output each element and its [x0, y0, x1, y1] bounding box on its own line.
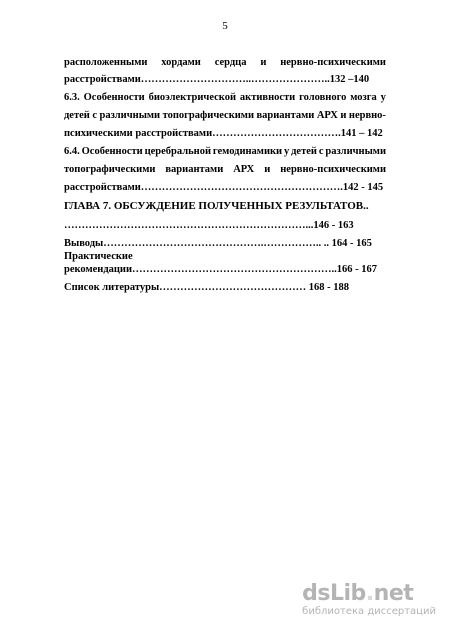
toc-word: головного [299, 92, 347, 103]
toc-word: 6.3. [64, 92, 80, 103]
toc-line: Практические [64, 251, 133, 262]
watermark-subtitle: библиотека диссертаций [302, 606, 436, 617]
toc-line: Выводы……………………………………….…………….. .. 164 - 165 [64, 238, 372, 249]
toc-word: у [380, 92, 386, 103]
toc-word: вариантами [256, 110, 315, 121]
toc-word: с [92, 110, 97, 121]
toc-word: топографическими [64, 164, 156, 175]
watermark [302, 582, 436, 618]
toc-line: рекомендации…………………………………………………..166 - 167 [64, 264, 378, 275]
toc-word: нервно- [348, 110, 386, 121]
chapter-heading: ГЛАВА 7. ОБСУЖДЕНИЕ ПОЛУЧЕННЫХ РЕЗУЛЬТАТОВ.. [64, 200, 369, 212]
toc-line [64, 56, 386, 69]
toc-word: АРХ [316, 110, 338, 121]
toc-word: нервно-психическими [280, 164, 386, 175]
toc-word: 6.4. [64, 146, 80, 157]
toc-word: хордами [161, 57, 201, 68]
toc-word: вариантами [165, 164, 224, 175]
toc-line [64, 163, 386, 176]
toc-line [64, 91, 386, 104]
toc-line [64, 145, 386, 158]
toc-word: и [264, 164, 271, 175]
toc-word: детей [64, 110, 90, 121]
toc-word: сердца [214, 57, 247, 68]
toc-line: психическими расстройствами……………………………….141 – 142 [64, 128, 383, 139]
toc-word: расположенными [64, 57, 148, 68]
toc-line [64, 109, 386, 122]
toc-word: Особенности [83, 92, 145, 103]
toc-word: биоэлектрической [148, 92, 236, 103]
toc-word: различными [325, 146, 386, 157]
toc-word: с [318, 146, 324, 157]
toc-word: у [283, 146, 290, 157]
toc-word: церебральной [144, 146, 212, 157]
watermark-logo [302, 582, 436, 606]
toc-word: нервно-психическими [280, 57, 386, 68]
toc-line: Список литературы…………………………………… 168 - 188 [64, 282, 350, 293]
toc-word: детей [291, 146, 317, 157]
toc-word: АРХ [233, 164, 255, 175]
toc-word: активности [239, 92, 296, 103]
toc-line: расстройствами………………………………………………….142 - 145 [64, 182, 384, 193]
toc-word: и [340, 110, 347, 121]
watermark-logo-dot: . [365, 581, 374, 606]
toc-word: топографическими [162, 110, 255, 121]
toc-word: Особенности [81, 146, 143, 157]
watermark-logo-tld: net [373, 581, 414, 606]
toc-line: ……………………………………………………………...146 - 163 [64, 220, 354, 231]
toc-word: мозга [350, 92, 377, 103]
toc-word: гемодинамики [212, 146, 283, 157]
watermark-logo-main: dsLib [302, 581, 366, 606]
toc-word: различными [99, 110, 161, 121]
page-number: 5 [222, 20, 228, 32]
toc-line: расстройствами…………………………..…………………..132 –140 [64, 74, 370, 85]
toc-word: и [260, 57, 267, 68]
